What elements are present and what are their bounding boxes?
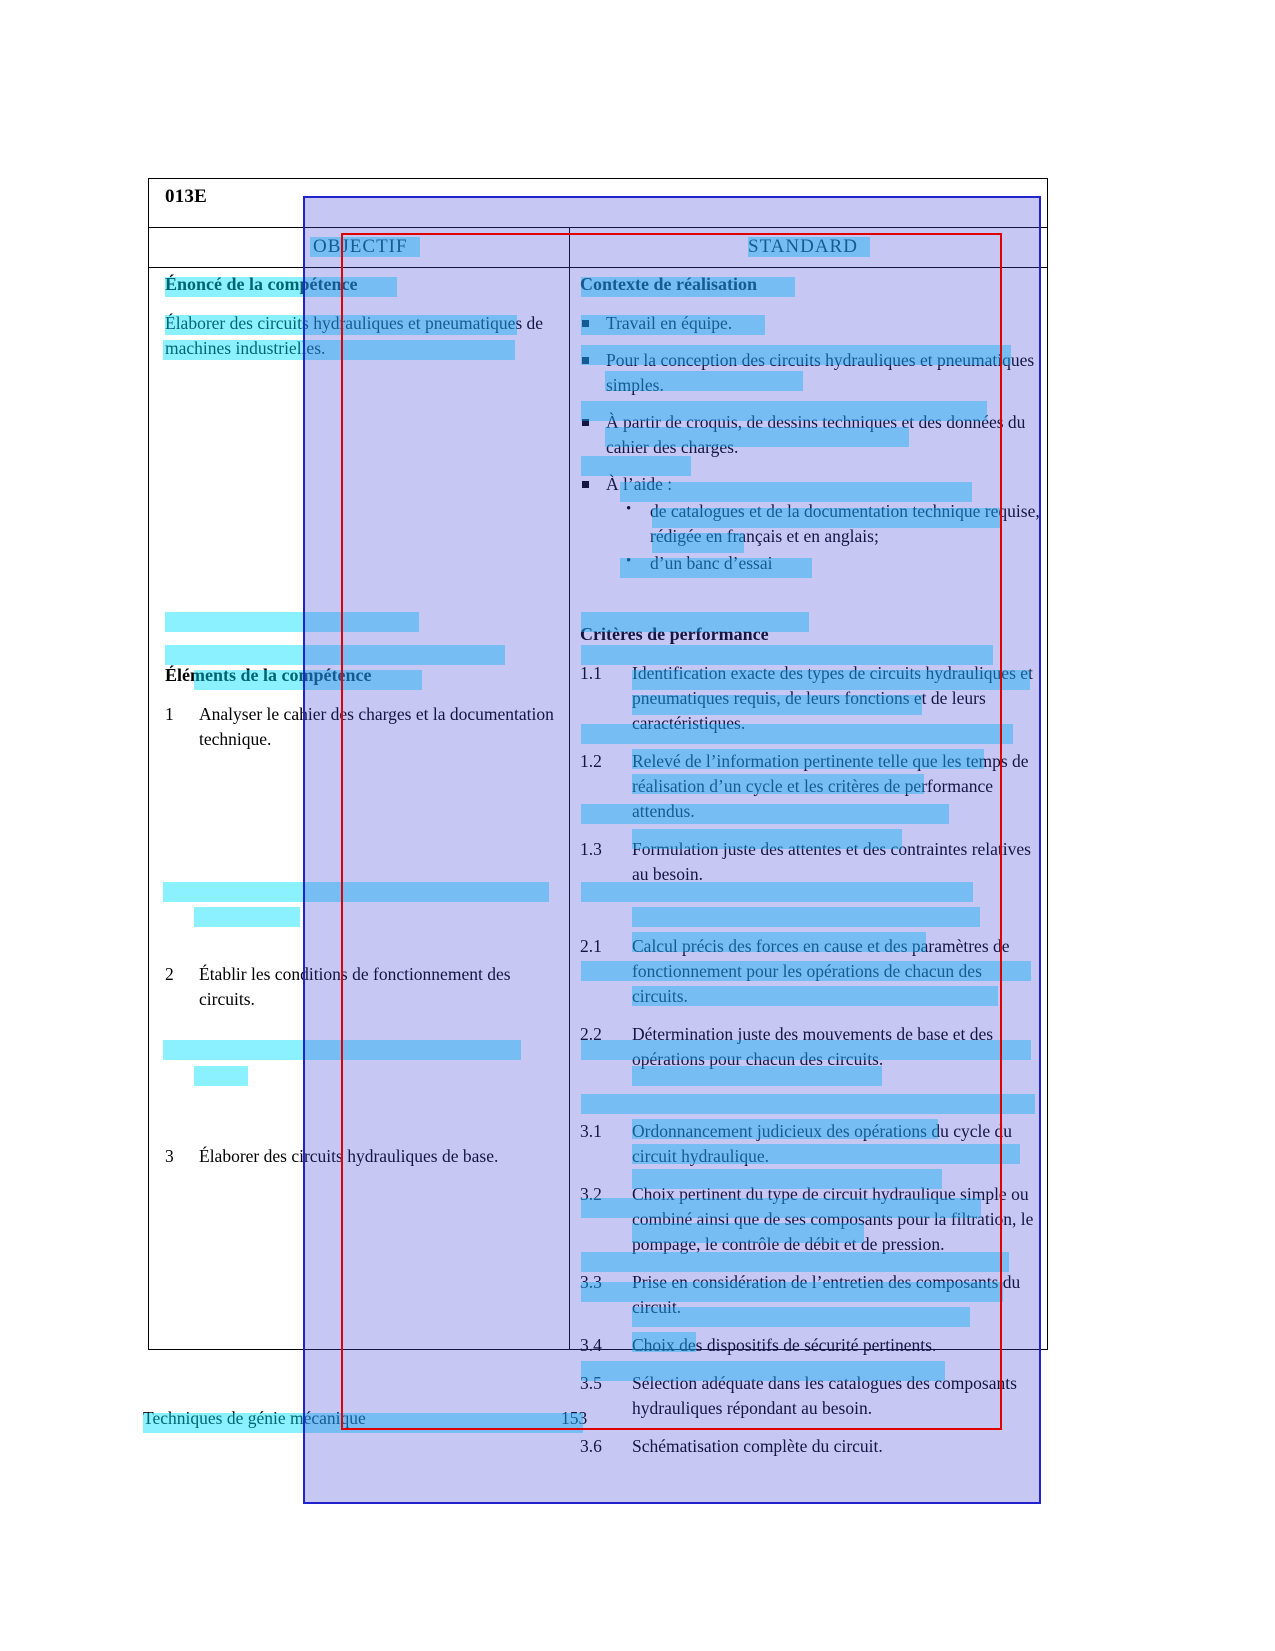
criterion-row (580, 1119, 1040, 1169)
criterion-row (580, 1371, 1040, 1421)
enonce-title: Énoncé de la compétence (165, 274, 358, 294)
element-text: Établir les conditions de fonctionnement des circuits. (199, 964, 511, 1009)
footer-program: Techniques de génie mécanique (143, 1408, 366, 1428)
objectif-column (165, 272, 560, 1191)
element-number: 3 (165, 1146, 174, 1166)
criterion-row (580, 661, 1040, 736)
criterion-row (580, 1022, 1040, 1072)
criterion-text: Relevé de l’information pertinente telle que les temps de réalisation d’un cycle et les critères de performance attendus. (632, 751, 1029, 821)
criterion-number: 3.4 (580, 1335, 602, 1355)
criterion-row (580, 934, 1040, 1009)
contexte-text: Travail en équipe. (606, 313, 733, 333)
criterion-text: Ordonnancement judicieux des opérations du cycle du circuit hydraulique. (632, 1121, 1013, 1166)
contexte-title: Contexte de réalisation (580, 274, 757, 294)
column-header-standard: STANDARD (748, 236, 858, 257)
criterion-row (580, 1270, 1040, 1320)
footer-page-number: 153 (561, 1408, 588, 1428)
criterion-text: Sélection adéquate dans les catalogues des composants hydrauliques répondant au besoin. (632, 1373, 1017, 1418)
list-item (580, 348, 1040, 398)
elements-title: Éléments de la compétence (165, 665, 372, 685)
criterion-text: Choix pertinent du type de circuit hydraulique simple ou combiné ainsi que de ses composants pour la filtration, le pompage, le contrôle de débit et de pression. (632, 1184, 1034, 1254)
criterion-row (580, 837, 1040, 887)
criterion-number: 2.1 (580, 936, 602, 956)
element-row (165, 702, 560, 752)
element-number: 2 (165, 964, 174, 984)
criterion-text: Formulation juste des attentes et des contraintes relatives au besoin. (632, 839, 1031, 884)
criterion-number: 2.2 (580, 1024, 602, 1044)
column-header-objectif: OBJECTIF (313, 236, 408, 257)
list-item (580, 410, 1040, 460)
element-text: Analyser le cahier des charges et la documentation technique. (199, 704, 554, 749)
element-number: 1 (165, 704, 174, 724)
criteres-title: Critères de performance (580, 624, 769, 644)
criterion-text: Identification exacte des types de circuits hydrauliques et pneumatiques requis, de leurs fonctions et de leurs caractéristiques. (632, 663, 1033, 733)
criterion-row (580, 1182, 1040, 1257)
competency-code: 013E (165, 186, 207, 207)
criterion-text: Choix des dispositifs de sécurité pertinents. (632, 1335, 937, 1355)
list-item (580, 472, 1040, 576)
contexte-list (580, 311, 1040, 576)
contexte-sublist (606, 499, 1040, 576)
standard-column (580, 272, 1040, 1472)
contexte-text: À partir de croquis, de dessins techniques et des données du cahier des charges. (606, 412, 1026, 457)
criterion-row (580, 749, 1040, 824)
criterion-text: Schématisation complète du circuit. (632, 1436, 883, 1456)
criterion-number: 3.2 (580, 1184, 602, 1204)
contexte-text: À l’aide : (606, 474, 673, 494)
column-divider (569, 228, 570, 1350)
criterion-text: Détermination juste des mouvements de base et des opérations pour chacun des circuits. (632, 1024, 994, 1069)
element-text: Élaborer des circuits hydrauliques de base. (199, 1146, 499, 1166)
criterion-number: 1.2 (580, 751, 602, 771)
element-row (165, 962, 560, 1012)
criterion-number: 3.1 (580, 1121, 602, 1141)
element-row (165, 1144, 560, 1169)
list-item: • de catalogues et de la documentation technique requise, rédigée en français et en anglais; (606, 499, 1040, 549)
code-row (148, 178, 1048, 228)
criterion-text: Prise en considération de l’entretien des composants du circuit. (632, 1272, 1021, 1317)
criterion-row (580, 1333, 1040, 1358)
list-item: • d’un banc d’essai (606, 551, 1040, 576)
table-header-row (148, 228, 1048, 268)
criterion-number: 3.3 (580, 1272, 602, 1292)
criterion-row (580, 1434, 1040, 1459)
enonce-text: Élaborer des circuits hydrauliques et pneumatiques de machines industrielles. (165, 313, 544, 358)
criterion-text: Calcul précis des forces en cause et des paramètres de fonctionnement pour les opérations de chacun des circuits. (632, 936, 1010, 1006)
criterion-number: 1.1 (580, 663, 602, 683)
criterion-number: 3.5 (580, 1373, 602, 1393)
criterion-number: 3.6 (580, 1436, 602, 1456)
criterion-number: 1.3 (580, 839, 602, 859)
list-item (580, 311, 1040, 336)
contexte-text: Pour la conception des circuits hydrauliques et pneumatiques simples. (606, 350, 1035, 395)
